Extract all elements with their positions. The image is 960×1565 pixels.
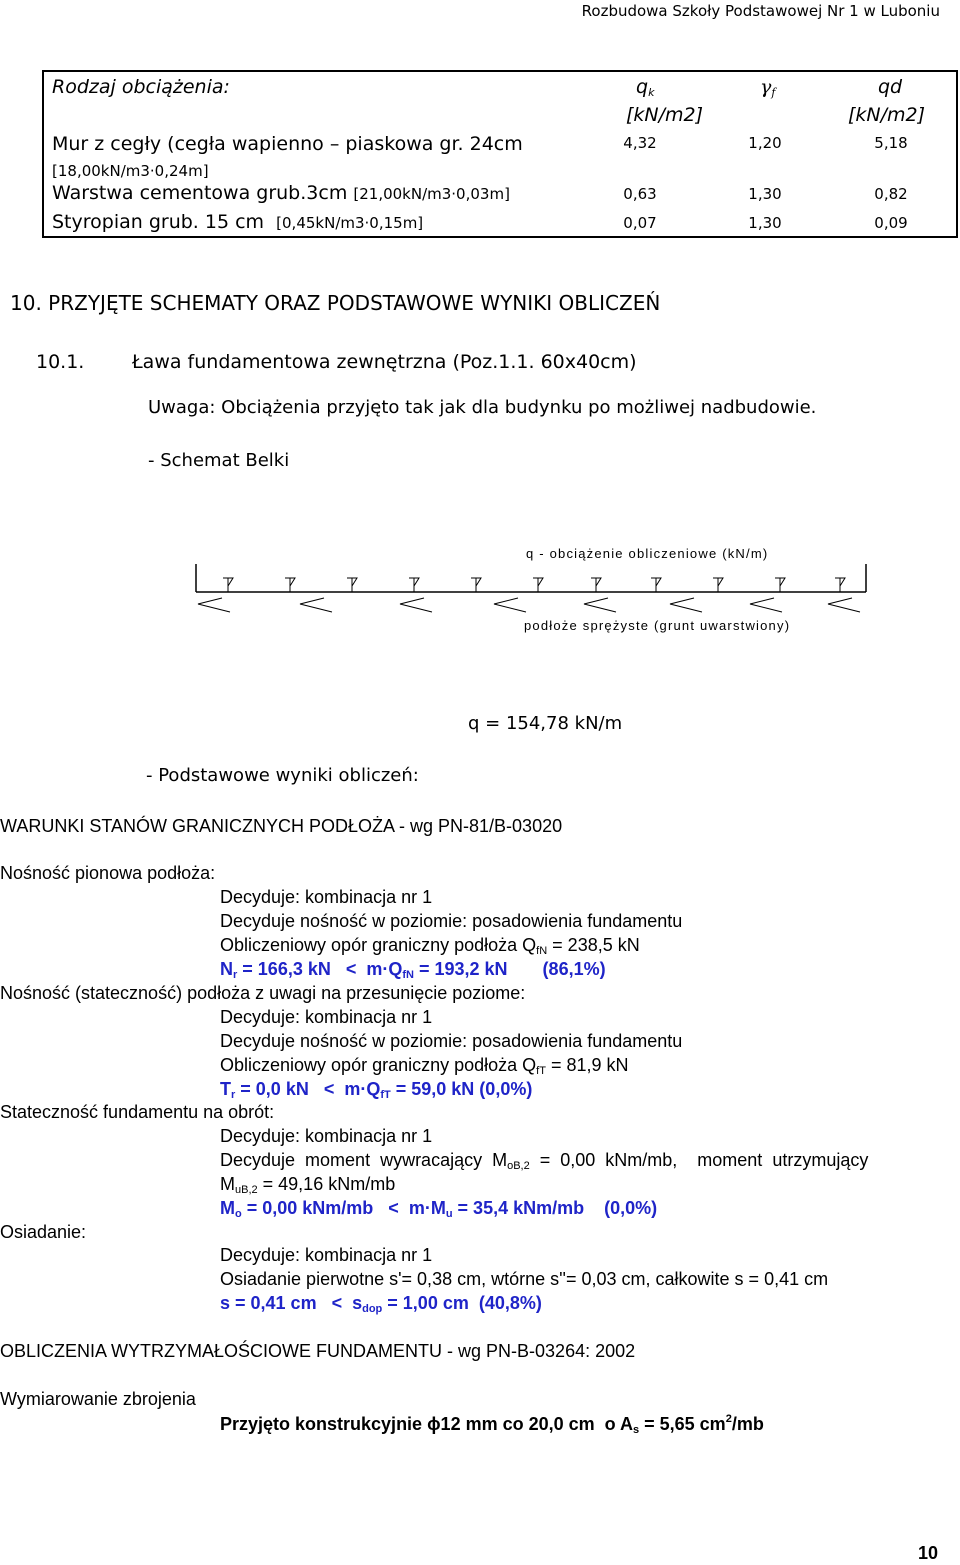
overturn-decision: Decyduje: kombinacja nr 1 xyxy=(220,1126,433,1146)
load-row-qk: 4,32 xyxy=(623,134,657,152)
schema-label: - Schemat Belki xyxy=(148,450,290,471)
page-number: 10 xyxy=(918,1543,939,1563)
settle-title: Osiadanie: xyxy=(0,1222,87,1242)
load-row-qd: 5,18 xyxy=(874,134,908,152)
bearing-resistance: Obliczeniowy opór graniczny podłoża $Q_{fN} = 238,5$ kN xyxy=(220,935,640,957)
settle-values: Osiadanie pierwotne s'= 0,38 cm, wtórne s''= 0,03 cm, całkowite s = 0,41 cm xyxy=(220,1269,829,1289)
overturn-check: $M_o = 0,00$ $kNm/mb < m\cdot M_u = 35,4$ kNm/mb (0,0%) xyxy=(220,1198,658,1220)
overturn-title: Stateczność fundamentu na obrót: xyxy=(0,1102,275,1122)
sliding-check: $T_r = 0,0$ kN < $m\cdot Q_{fT} = 59,0$ kN (0,0%) xyxy=(220,1079,533,1101)
load-row-gamma: 1,30 xyxy=(748,185,782,203)
sliding-level: Decyduje nośność w poziomie: posadowienia fundamentu xyxy=(220,1031,683,1051)
subsection-number: 10.1. xyxy=(36,351,85,373)
reinforcement-result: Przyjęto konstrukcyjnie ϕ12 mm co 20,0 cm o $A_s = 5,65$ $cm^2/mb$ xyxy=(220,1413,764,1436)
loads-table-label: Rodzaj obciążenia: xyxy=(52,76,230,98)
bearing-level: Decyduje nośność w poziomie: posadowienia fundamentu xyxy=(220,911,683,931)
load-row-qk: 0,63 xyxy=(623,185,657,203)
load-row-qd: 0,09 xyxy=(874,214,908,232)
load-row-name: Styropian grub. 15 cm [0,45kN/m3·0,15m] xyxy=(52,211,424,233)
load-row-gamma: 1,20 xyxy=(748,134,782,152)
col-gamma-header: $\gamma_f$ xyxy=(760,76,776,99)
q-value: q = 154,78 kN/m xyxy=(468,713,623,734)
overturn-moment: Decyduje moment wywracający $M_{oB,2} = 0,00$ kNm/mb, moment utrzymujący xyxy=(220,1150,869,1172)
col-qk-unit: [kN/m2] xyxy=(626,104,704,126)
settle-check: s = 0,41 cm < $s_{dop} = 1,00$ cm (40,8%) xyxy=(220,1293,542,1315)
subsection-note: Uwaga: Obciążenia przyjęto tak jak dla budynku po możliwej nadbudowie. xyxy=(148,397,817,418)
load-row-detail: [18,00kN/m3·0,24m] xyxy=(52,162,209,180)
col-qk-header: $q_k$ xyxy=(636,76,655,99)
load-row-qd: 0,82 xyxy=(874,185,908,203)
diagram-load-label: q - obciążenie obliczeniowe (kN/m) xyxy=(526,546,769,561)
results-label: - Podstawowe wyniki obliczeń: xyxy=(146,765,419,786)
sliding-decision: Decyduje: kombinacja nr 1 xyxy=(220,1007,433,1027)
col-qd-header: qd xyxy=(878,76,903,98)
bearing-decision: Decyduje: kombinacja nr 1 xyxy=(220,887,433,907)
loads-table xyxy=(42,70,958,238)
strength-heading: OBLICZENIA WYTRZYMAŁOŚCIOWE FUNDAMENTU - wg PN-B-03264: 2002 xyxy=(0,1341,636,1361)
soil-springs xyxy=(198,598,860,612)
overturn-moment-2: $M_{uB,2} = 49,16$ kNm/mb xyxy=(220,1174,396,1196)
reinforcement-title: Wymiarowanie zbrojenia xyxy=(0,1389,196,1409)
sliding-resistance: Obliczeniowy opór graniczny podłoża $Q_{fT} = 81,9$ kN xyxy=(220,1055,629,1077)
page-header: Rozbudowa Szkoły Podstawowej Nr 1 w Luboniu xyxy=(581,2,940,20)
bearing-title: Nośność pionowa podłoża: xyxy=(0,863,216,883)
load-row-name: Warstwa cementowa grub.3cm [21,00kN/m3·0,03m] xyxy=(52,182,510,204)
limit-states-heading: WARUNKI STANÓW GRANICZNYCH PODŁOŻA - wg PN-81/B-03020 xyxy=(0,816,563,836)
load-arrows xyxy=(223,578,845,592)
load-row-gamma: 1,30 xyxy=(748,214,782,232)
sliding-title: Nośność (stateczność) podłoża z uwagi na przesunięcie poziome: xyxy=(0,983,526,1003)
bearing-check: $N_r = 166,3$ kN < $m\cdot Q_{fN} = 193,2$ kN (86,1%) xyxy=(220,959,606,981)
load-row-name: Mur z cegły (cegła wapienno – piaskowa gr. 24cm xyxy=(52,133,523,155)
diagram-soil-label: podłoże sprężyste (grunt uwarstwiony) xyxy=(524,618,791,633)
load-row-qk: 0,07 xyxy=(623,214,657,232)
subsection-title: Ława fundamentowa zewnętrzna (Poz.1.1. 60x40cm) xyxy=(132,351,637,373)
beam-schema-diagram xyxy=(0,540,960,640)
section-title: 10. PRZYJĘTE SCHEMATY ORAZ PODSTAWOWE WYNIKI OBLICZEŃ xyxy=(10,291,661,315)
settle-decision: Decyduje: kombinacja nr 1 xyxy=(220,1245,433,1265)
col-qd-unit: [kN/m2] xyxy=(848,104,926,126)
